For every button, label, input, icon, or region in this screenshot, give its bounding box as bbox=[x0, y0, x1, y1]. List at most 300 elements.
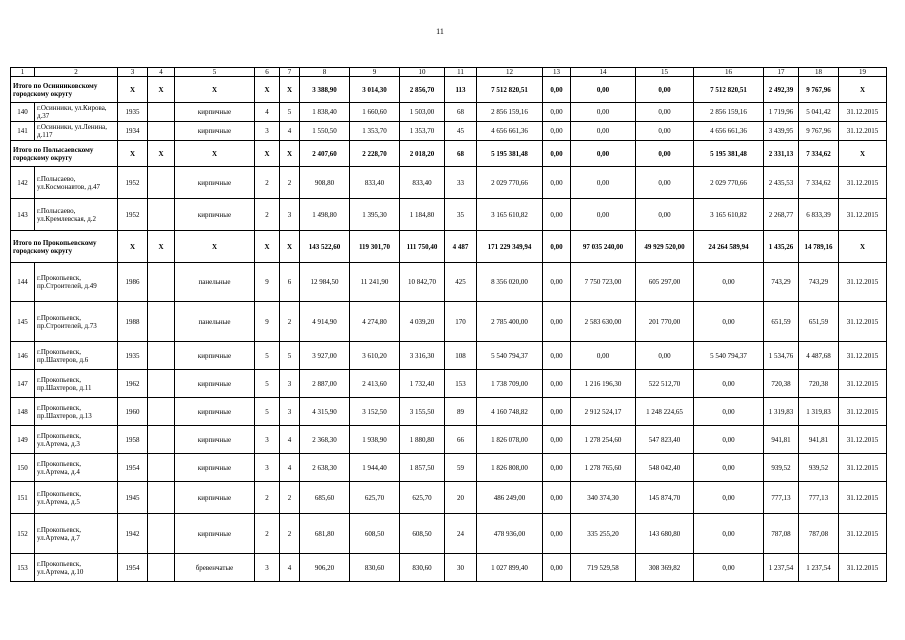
table-cell: 9 767,96 bbox=[799, 77, 839, 103]
table-cell: 340 374,30 bbox=[571, 482, 636, 514]
table-cell: 5 bbox=[280, 342, 300, 370]
table-cell: 0,00 bbox=[636, 342, 694, 370]
table-cell: 3 316,30 bbox=[400, 342, 445, 370]
table-cell: 1 826 808,00 bbox=[477, 454, 543, 482]
address-cell: г.Прокопьевск, пр.Строителей, д.73 bbox=[35, 302, 118, 342]
subtotal-row bbox=[11, 77, 887, 103]
table-cell: 1 278 765,60 bbox=[571, 454, 636, 482]
table-cell: 0,00 bbox=[694, 263, 764, 302]
table-cell: 830,60 bbox=[400, 554, 445, 582]
table-cell: 20 bbox=[445, 482, 477, 514]
table-cell: 3 bbox=[255, 454, 280, 482]
table-cell: 30 bbox=[445, 554, 477, 582]
address-cell: г.Прокопьевск, пр.Строителей, д.49 bbox=[35, 263, 118, 302]
table-cell: 625,70 bbox=[350, 482, 400, 514]
table-cell: 2 638,30 bbox=[300, 454, 350, 482]
table-cell: 3 bbox=[255, 554, 280, 582]
table-cell: 170 bbox=[445, 302, 477, 342]
table-cell: 31.12.2015 bbox=[839, 554, 887, 582]
table-cell: 148 bbox=[11, 398, 35, 426]
table-cell: 2 029 770,66 bbox=[694, 167, 764, 199]
table-cell: 31.12.2015 bbox=[839, 302, 887, 342]
table-cell bbox=[148, 302, 175, 342]
table-cell: 3 439,95 bbox=[764, 122, 799, 141]
table-cell: кирпичные bbox=[175, 199, 255, 231]
table-cell bbox=[148, 454, 175, 482]
table-cell: 720,38 bbox=[799, 370, 839, 398]
table-cell: 1986 bbox=[118, 263, 148, 302]
table-cell: 1 534,76 bbox=[764, 342, 799, 370]
table-cell: 777,13 bbox=[764, 482, 799, 514]
table-cell: 0,00 bbox=[543, 482, 571, 514]
table-cell: 143 522,60 bbox=[300, 231, 350, 263]
table-cell bbox=[148, 122, 175, 141]
table-cell: X bbox=[255, 141, 280, 167]
table-cell: кирпичные bbox=[175, 514, 255, 554]
table-cell: кирпичные bbox=[175, 103, 255, 122]
table-cell: 147 bbox=[11, 370, 35, 398]
table-cell: 0,00 bbox=[543, 263, 571, 302]
table-cell: 3 927,00 bbox=[300, 342, 350, 370]
table-cell: 5 540 794,37 bbox=[694, 342, 764, 370]
table-cell bbox=[148, 103, 175, 122]
table-cell: 140 bbox=[11, 103, 35, 122]
table-cell: 153 bbox=[11, 554, 35, 582]
table-cell: 9 bbox=[255, 302, 280, 342]
table-cell: 1958 bbox=[118, 426, 148, 454]
table-cell: 4 274,80 bbox=[350, 302, 400, 342]
column-number-cell: 6 bbox=[255, 68, 280, 77]
table-cell: 0,00 bbox=[694, 426, 764, 454]
table-cell: 830,60 bbox=[350, 554, 400, 582]
table-cell: 66 bbox=[445, 426, 477, 454]
table-cell: 33 bbox=[445, 167, 477, 199]
table-cell: 0,00 bbox=[694, 454, 764, 482]
table-cell: 0,00 bbox=[694, 370, 764, 398]
table-cell: 0,00 bbox=[571, 103, 636, 122]
table-cell: 0,00 bbox=[694, 514, 764, 554]
table-cell: 608,50 bbox=[350, 514, 400, 554]
address-cell: г.Прокопьевск, пр.Шахтеров, д.11 bbox=[35, 370, 118, 398]
table-cell: 478 936,00 bbox=[477, 514, 543, 554]
table-cell: 143 bbox=[11, 199, 35, 231]
table-cell: 201 770,00 bbox=[636, 302, 694, 342]
address-cell: г.Прокопьевск, пр.Шахтеров, д.6 bbox=[35, 342, 118, 370]
table-cell: 2 856 159,16 bbox=[477, 103, 543, 122]
table-cell: 3 152,50 bbox=[350, 398, 400, 426]
table-cell: 1 660,60 bbox=[350, 103, 400, 122]
table-cell: 0,00 bbox=[543, 167, 571, 199]
table-cell: 2 413,60 bbox=[350, 370, 400, 398]
table-cell: 145 bbox=[11, 302, 35, 342]
table-cell: 1954 bbox=[118, 454, 148, 482]
table-cell: 0,00 bbox=[543, 103, 571, 122]
table-cell: X bbox=[148, 231, 175, 263]
table-cell: 2 407,60 bbox=[300, 141, 350, 167]
table-cell: 1952 bbox=[118, 167, 148, 199]
subtotal-row bbox=[11, 231, 887, 263]
table-cell: кирпичные bbox=[175, 122, 255, 141]
table-cell: 1960 bbox=[118, 398, 148, 426]
table-cell: 5 bbox=[280, 103, 300, 122]
table-cell: 7 750 723,00 bbox=[571, 263, 636, 302]
page-number: 11 bbox=[436, 27, 444, 36]
table-cell: 1 237,54 bbox=[799, 554, 839, 582]
table-cell: 2 bbox=[280, 167, 300, 199]
table-cell: 2 856,70 bbox=[400, 77, 445, 103]
table-cell: 2 785 400,00 bbox=[477, 302, 543, 342]
table-cell: 833,40 bbox=[350, 167, 400, 199]
address-cell: г.Прокопьевск, ул.Артема, д.10 bbox=[35, 554, 118, 582]
column-number-cell: 17 bbox=[764, 68, 799, 77]
table-cell: кирпичные bbox=[175, 482, 255, 514]
table-cell: 0,00 bbox=[543, 199, 571, 231]
column-number-cell: 1 bbox=[11, 68, 35, 77]
table-row bbox=[11, 122, 887, 141]
table-cell: 2 bbox=[280, 482, 300, 514]
table-cell: 2 018,20 bbox=[400, 141, 445, 167]
address-cell: г.Полысаево, ул.Космонавтов, д.47 bbox=[35, 167, 118, 199]
table-cell: 1934 bbox=[118, 122, 148, 141]
table-cell: 2 268,77 bbox=[764, 199, 799, 231]
address-cell: г.Прокопьевск, ул.Артема, д.7 bbox=[35, 514, 118, 554]
subtotal-label: Итого по Прокопьевскому городскому округу bbox=[11, 231, 118, 263]
housing-table bbox=[10, 67, 887, 582]
table-cell: 1 738 709,00 bbox=[477, 370, 543, 398]
table-row bbox=[11, 514, 887, 554]
table-cell: 0,00 bbox=[543, 342, 571, 370]
table-row bbox=[11, 398, 887, 426]
table-cell: 1988 bbox=[118, 302, 148, 342]
table-cell: 0,00 bbox=[571, 141, 636, 167]
table-cell: 31.12.2015 bbox=[839, 199, 887, 231]
table-cell: 0,00 bbox=[636, 141, 694, 167]
table-cell: 2 bbox=[255, 482, 280, 514]
table-cell: 0,00 bbox=[543, 554, 571, 582]
table-cell: 608,50 bbox=[400, 514, 445, 554]
table-cell: 31.12.2015 bbox=[839, 482, 887, 514]
table-cell: 0,00 bbox=[571, 342, 636, 370]
table-cell: 1 353,70 bbox=[400, 122, 445, 141]
table-cell: 97 035 240,00 bbox=[571, 231, 636, 263]
table-cell: 1 944,40 bbox=[350, 454, 400, 482]
table-cell: 2 583 630,00 bbox=[571, 302, 636, 342]
table-cell: 941,81 bbox=[799, 426, 839, 454]
table-cell: 547 823,40 bbox=[636, 426, 694, 454]
table-cell: X bbox=[280, 77, 300, 103]
table-cell: 3 014,30 bbox=[350, 77, 400, 103]
table-cell: 146 bbox=[11, 342, 35, 370]
table-cell: 143 680,80 bbox=[636, 514, 694, 554]
table-cell: 1 732,40 bbox=[400, 370, 445, 398]
table-cell: 2 bbox=[255, 514, 280, 554]
table-cell: 4 bbox=[280, 426, 300, 454]
table-cell: 144 bbox=[11, 263, 35, 302]
table-cell: 11 241,90 bbox=[350, 263, 400, 302]
column-number-cell: 13 bbox=[543, 68, 571, 77]
table-cell: 719 529,58 bbox=[571, 554, 636, 582]
table-cell: 941,81 bbox=[764, 426, 799, 454]
table-cell: 108 bbox=[445, 342, 477, 370]
table-cell: 9 bbox=[255, 263, 280, 302]
table-cell: 720,38 bbox=[764, 370, 799, 398]
column-number-cell: 3 bbox=[118, 68, 148, 77]
table-cell: 7 512 820,51 bbox=[694, 77, 764, 103]
table-cell: 1 027 899,40 bbox=[477, 554, 543, 582]
table-cell: 0,00 bbox=[636, 77, 694, 103]
table-cell: 31.12.2015 bbox=[839, 426, 887, 454]
table-cell: 2 912 524,17 bbox=[571, 398, 636, 426]
table-cell: кирпичные bbox=[175, 454, 255, 482]
table-cell: 4 bbox=[255, 103, 280, 122]
table-cell: 2 bbox=[280, 302, 300, 342]
table-cell: 31.12.2015 bbox=[839, 342, 887, 370]
table-cell: 0,00 bbox=[543, 302, 571, 342]
table-cell: 1 838,40 bbox=[300, 103, 350, 122]
table-row bbox=[11, 554, 887, 582]
table-cell: 1954 bbox=[118, 554, 148, 582]
table-cell: 152 bbox=[11, 514, 35, 554]
table-cell: 5 bbox=[255, 398, 280, 426]
table-cell: 0,00 bbox=[543, 231, 571, 263]
table-cell: 0,00 bbox=[543, 370, 571, 398]
table-cell: 3 bbox=[280, 199, 300, 231]
subtotal-label: Итого по Полысаевскому городскому округу bbox=[11, 141, 118, 167]
table-cell: 0,00 bbox=[636, 199, 694, 231]
table-cell: X bbox=[175, 141, 255, 167]
table-cell: 1 395,30 bbox=[350, 199, 400, 231]
table-cell: 3 bbox=[255, 426, 280, 454]
column-number-cell: 2 bbox=[35, 68, 118, 77]
table-cell: 1 319,83 bbox=[764, 398, 799, 426]
table-cell: 2 368,30 bbox=[300, 426, 350, 454]
table-row bbox=[11, 302, 887, 342]
table-cell: 68 bbox=[445, 103, 477, 122]
column-number-cell: 9 bbox=[350, 68, 400, 77]
table-cell: 4 160 748,82 bbox=[477, 398, 543, 426]
table-cell: 5 bbox=[255, 342, 280, 370]
table-cell: 1942 bbox=[118, 514, 148, 554]
table-cell: 2 bbox=[255, 199, 280, 231]
table-cell: 1935 bbox=[118, 342, 148, 370]
table-cell: 939,52 bbox=[799, 454, 839, 482]
table-cell: 0,00 bbox=[543, 426, 571, 454]
table-cell: 3 610,20 bbox=[350, 342, 400, 370]
table-cell: 7 512 820,51 bbox=[477, 77, 543, 103]
column-number-cell: 12 bbox=[477, 68, 543, 77]
table-cell bbox=[148, 342, 175, 370]
table-cell: 908,80 bbox=[300, 167, 350, 199]
table-body bbox=[11, 68, 887, 582]
table-cell: 651,59 bbox=[764, 302, 799, 342]
table-cell: 31.12.2015 bbox=[839, 398, 887, 426]
table-cell: 2 228,70 bbox=[350, 141, 400, 167]
table-cell: 31.12.2015 bbox=[839, 370, 887, 398]
table-cell: 45 bbox=[445, 122, 477, 141]
table-cell: X bbox=[280, 231, 300, 263]
table-cell: 548 042,40 bbox=[636, 454, 694, 482]
table-cell: 4 bbox=[280, 454, 300, 482]
table-cell: X bbox=[255, 77, 280, 103]
table-cell: 68 bbox=[445, 141, 477, 167]
column-number-cell: 10 bbox=[400, 68, 445, 77]
table-cell: X bbox=[148, 77, 175, 103]
table-cell: 0,00 bbox=[694, 554, 764, 582]
table-cell: 0,00 bbox=[636, 103, 694, 122]
table-cell: 625,70 bbox=[400, 482, 445, 514]
table-cell: 1 826 078,00 bbox=[477, 426, 543, 454]
table-cell: 425 bbox=[445, 263, 477, 302]
table-cell: 31.12.2015 bbox=[839, 167, 887, 199]
table-cell: 4 039,20 bbox=[400, 302, 445, 342]
table-cell: 1 248 224,65 bbox=[636, 398, 694, 426]
address-cell: г.Прокопьевск, ул.Артема, д.5 bbox=[35, 482, 118, 514]
table-cell: 1 550,50 bbox=[300, 122, 350, 141]
table-cell: 906,20 bbox=[300, 554, 350, 582]
table-cell: 89 bbox=[445, 398, 477, 426]
table-cell: 605 297,00 bbox=[636, 263, 694, 302]
table-cell: 486 249,00 bbox=[477, 482, 543, 514]
table-cell: 0,00 bbox=[571, 199, 636, 231]
table-cell bbox=[148, 554, 175, 582]
table-cell: 141 bbox=[11, 122, 35, 141]
table-cell: 2 435,53 bbox=[764, 167, 799, 199]
table-cell: 149 bbox=[11, 426, 35, 454]
table-cell: 14 789,16 bbox=[799, 231, 839, 263]
table-cell: 743,29 bbox=[764, 263, 799, 302]
table-cell: 4 487 bbox=[445, 231, 477, 263]
table-cell: 113 bbox=[445, 77, 477, 103]
table-cell: 24 bbox=[445, 514, 477, 554]
subtotal-row bbox=[11, 141, 887, 167]
table-cell: 2 331,13 bbox=[764, 141, 799, 167]
column-number-cell: 15 bbox=[636, 68, 694, 77]
table-cell: 1 278 254,60 bbox=[571, 426, 636, 454]
table-cell bbox=[148, 370, 175, 398]
table-cell bbox=[148, 263, 175, 302]
table-cell: 5 195 381,48 bbox=[694, 141, 764, 167]
table-cell: 939,52 bbox=[764, 454, 799, 482]
table-cell: 4 656 661,36 bbox=[477, 122, 543, 141]
address-cell: г.Прокопьевск, ул.Артема, д.3 bbox=[35, 426, 118, 454]
address-cell: г.Прокопьевск, ул.Артема, д.4 bbox=[35, 454, 118, 482]
table-cell: 1 237,54 bbox=[764, 554, 799, 582]
table-cell: X bbox=[175, 77, 255, 103]
table-cell: 0,00 bbox=[543, 77, 571, 103]
table-row bbox=[11, 482, 887, 514]
table-cell: 6 833,39 bbox=[799, 199, 839, 231]
table-cell: кирпичные bbox=[175, 398, 255, 426]
table-cell: 787,08 bbox=[799, 514, 839, 554]
table-cell: 1 938,90 bbox=[350, 426, 400, 454]
table-cell: 777,13 bbox=[799, 482, 839, 514]
table-cell: кирпичные bbox=[175, 370, 255, 398]
table-cell: 3 bbox=[280, 398, 300, 426]
table-row bbox=[11, 426, 887, 454]
table-cell: 0,00 bbox=[636, 167, 694, 199]
table-cell: 12 984,50 bbox=[300, 263, 350, 302]
table-cell: кирпичные bbox=[175, 342, 255, 370]
table-cell: 1 216 196,30 bbox=[571, 370, 636, 398]
table-cell: 2 029 770,66 bbox=[477, 167, 543, 199]
table-cell: 9 767,96 bbox=[799, 122, 839, 141]
table-cell: 3 388,90 bbox=[300, 77, 350, 103]
table-cell: 1 880,80 bbox=[400, 426, 445, 454]
table-cell: 35 bbox=[445, 199, 477, 231]
table-cell: 0,00 bbox=[543, 141, 571, 167]
table-cell: 31.12.2015 bbox=[839, 122, 887, 141]
table-cell: 10 842,70 bbox=[400, 263, 445, 302]
column-number-cell: 5 bbox=[175, 68, 255, 77]
column-number-row bbox=[11, 68, 887, 77]
table-cell: 681,80 bbox=[300, 514, 350, 554]
table-cell: 3 bbox=[255, 122, 280, 141]
address-cell: г.Полысаево, ул.Кремлевская, д.2 bbox=[35, 199, 118, 231]
table-cell: 1 319,83 bbox=[799, 398, 839, 426]
table-cell: 49 929 520,00 bbox=[636, 231, 694, 263]
table-cell: 3 155,50 bbox=[400, 398, 445, 426]
table-row bbox=[11, 103, 887, 122]
table-cell: X bbox=[118, 77, 148, 103]
table-cell: 3 165 610,82 bbox=[694, 199, 764, 231]
table-cell: X bbox=[148, 141, 175, 167]
table-cell: 651,59 bbox=[799, 302, 839, 342]
table-cell: 1 184,80 bbox=[400, 199, 445, 231]
table-cell: кирпичные bbox=[175, 167, 255, 199]
table-row bbox=[11, 167, 887, 199]
table-cell: 0,00 bbox=[571, 167, 636, 199]
table-cell: 4 bbox=[280, 122, 300, 141]
table-cell: 31.12.2015 bbox=[839, 454, 887, 482]
address-cell: г.Осинники, ул.Кирова, д.37 bbox=[35, 103, 118, 122]
table-cell: 685,60 bbox=[300, 482, 350, 514]
table-cell: X bbox=[255, 231, 280, 263]
column-number-cell: 18 bbox=[799, 68, 839, 77]
table-cell: 3 165 610,82 bbox=[477, 199, 543, 231]
table-cell: 59 bbox=[445, 454, 477, 482]
table-cell: 142 bbox=[11, 167, 35, 199]
table-cell: 2 bbox=[255, 167, 280, 199]
table-cell: 1 498,80 bbox=[300, 199, 350, 231]
subtotal-label: Итого по Осинниковскому городскому округу bbox=[11, 77, 118, 103]
table-cell: 5 195 381,48 bbox=[477, 141, 543, 167]
table-row bbox=[11, 263, 887, 302]
table-cell: 6 bbox=[280, 263, 300, 302]
table-cell: 3 bbox=[280, 370, 300, 398]
table-cell bbox=[148, 514, 175, 554]
table-cell: 1945 bbox=[118, 482, 148, 514]
table-cell: X bbox=[839, 231, 887, 263]
table-cell: 1952 bbox=[118, 199, 148, 231]
table-cell: 0,00 bbox=[543, 122, 571, 141]
table-cell: 2 887,00 bbox=[300, 370, 350, 398]
table-cell: 150 bbox=[11, 454, 35, 482]
table-cell: 0,00 bbox=[543, 454, 571, 482]
table-cell: 1 435,26 bbox=[764, 231, 799, 263]
table-cell: 119 301,70 bbox=[350, 231, 400, 263]
address-cell: г.Прокопьевск, пр.Шахтеров, д.13 bbox=[35, 398, 118, 426]
table-cell: 24 264 589,94 bbox=[694, 231, 764, 263]
table-cell: 0,00 bbox=[571, 77, 636, 103]
table-cell: 4 914,90 bbox=[300, 302, 350, 342]
table-cell: 522 512,70 bbox=[636, 370, 694, 398]
table-cell: X bbox=[175, 231, 255, 263]
table-cell: 308 369,82 bbox=[636, 554, 694, 582]
table-cell bbox=[148, 426, 175, 454]
column-number-cell: 16 bbox=[694, 68, 764, 77]
table-row bbox=[11, 370, 887, 398]
table-cell: 145 874,70 bbox=[636, 482, 694, 514]
